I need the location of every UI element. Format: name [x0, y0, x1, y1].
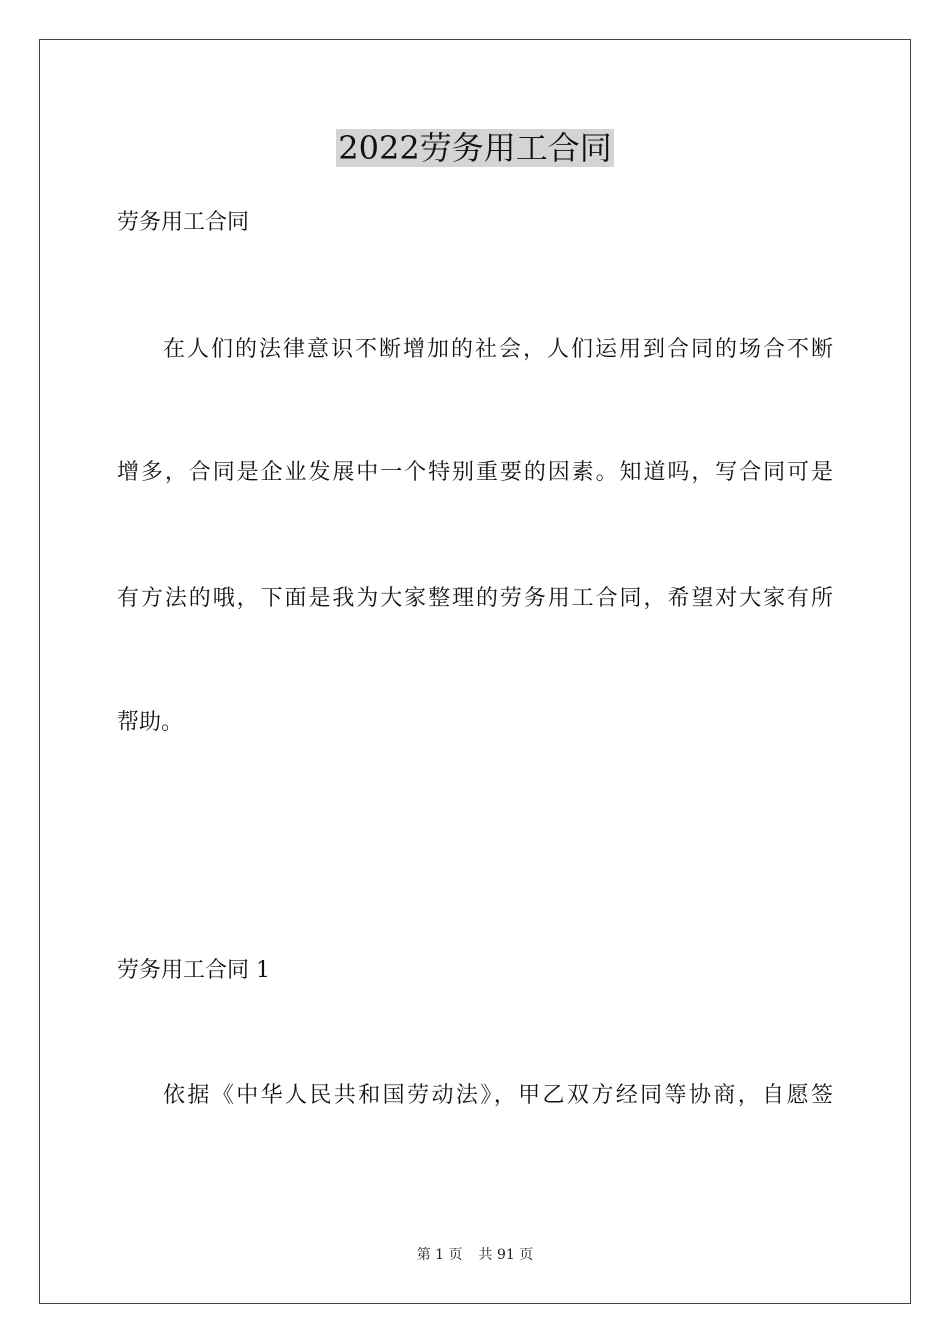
intro-line-4: 帮助。	[117, 710, 184, 735]
intro-line-3: 有方法的哦，下面是我为大家整理的劳务用工合同，希望对大家有所	[117, 586, 833, 611]
page-footer	[0, 1246, 950, 1264]
document-subtitle: 劳务用工合同	[117, 210, 250, 235]
document-title-text: 2022劳务用工合同	[338, 129, 612, 167]
document-title	[0, 128, 950, 168]
intro-line-1: 在人们的法律意识不断增加的社会，人们运用到合同的场合不断	[163, 337, 833, 362]
page-total: 共 91 页	[478, 1247, 534, 1263]
intro-line-2: 增多，合同是企业发展中一个特别重要的因素。知道吗，写合同可是	[117, 460, 833, 485]
section-heading: 劳务用工合同 1	[117, 958, 270, 983]
page-number: 第 1 页	[416, 1247, 463, 1263]
section-first-line: 依据《中华人民共和国劳动法》，甲乙双方经同等协商，自愿签	[163, 1083, 833, 1108]
